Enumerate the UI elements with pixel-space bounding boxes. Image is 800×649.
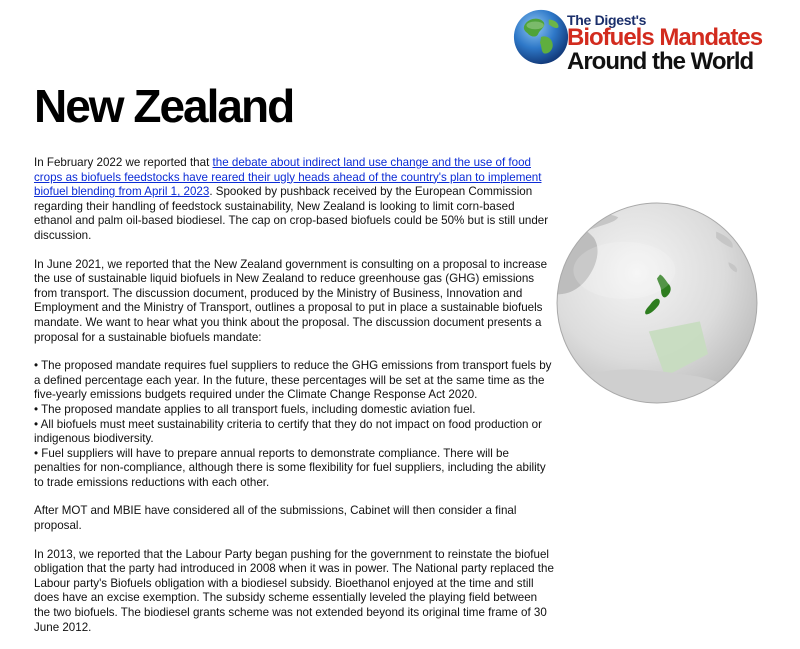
paragraph-2013: In 2013, we reported that the Labour Party began pushing for the government to reinstate the biofuel obligation that the party had introduced in 2008 when it was in power. The National party replaced the Labour party's Biofuels obligation with a biodiesel subsidy. Bioethanol enjoyed at the time and still does have an excise exemption. The subsidy scheme essentially leveled the playing field between the two biofuels. The biodiesel grants scheme was not extended beyond its original time frame of 30 June 2012. <box>34 547 554 634</box>
paragraph-cabinet: After MOT and MBIE have considered all of the submissions, Cabinet will then consider a final proposal. <box>34 504 517 533</box>
earth-globe-icon <box>512 8 570 66</box>
brand-line-3: Around the World <box>567 48 754 75</box>
page-title: New Zealand <box>34 80 294 132</box>
ilu-debate-link[interactable]: the debate about indirect land use change and the use of food crops as biofuels feedstocks have reared their ugly heads ahead of the country's plan to implement biofuel blending from April 1, 2023 <box>34 156 542 199</box>
list-item: • The proposed mandate requires fuel suppliers to reduce the GHG emissions from transport fuels by a defined percentage each year. In the future, these percentages will be set at the same time as the five-yearly emissions budgets required under the Climate Change Response Act 2020. <box>34 359 552 402</box>
paragraph-2022 <box>34 156 554 244</box>
brand-line-2: Biofuels Mandates <box>567 24 763 51</box>
p1-rest: . Spooked by pushback received by the European Commission regarding their handling of feedstock sustainability, New Zealand is looking to limit corn-based ethanol and palm oil-based biodiesel. The cap on crop-based biofuels could be 50% but is still under discussion. <box>34 185 549 242</box>
list-item: • All biofuels must meet sustainability criteria to certify that they do not impact on food production or indigenous biodiversity. <box>34 417 542 446</box>
p1-lead: In February 2022 we reported that <box>34 156 213 169</box>
brand-line-1: The Digest's <box>567 12 647 28</box>
list-item: • The proposed mandate applies to all transport fuels, including domestic aviation fuel. <box>34 402 476 416</box>
new-zealand-locator-globe <box>555 201 759 405</box>
brand-logo <box>512 6 792 75</box>
list-item: • Fuel suppliers will have to prepare annual reports to demonstrate compliance. There will be penalties for non-compliance, although there is some flexibility for fuel suppliers, including the ability to trade emissions reductions with each other. <box>34 446 546 489</box>
paragraph-2021: In June 2021, we reported that the New Zealand government is consulting on a proposal to increase the use of sustainable liquid biofuels in New Zealand to reduce greenhouse gas (GHG) emissions from transport. The discussion document, produced by the Ministry of Business, Innovation and Employment and the Ministry of Transport, outlines a proposal to put in place a sustainable biofuels mandate. We want to hear what you think about the proposal. The discussion document presents a proposal for a sustainable biofuels mandate: <box>34 257 548 344</box>
mandate-bullet-list <box>34 359 554 490</box>
article-body <box>34 156 554 649</box>
